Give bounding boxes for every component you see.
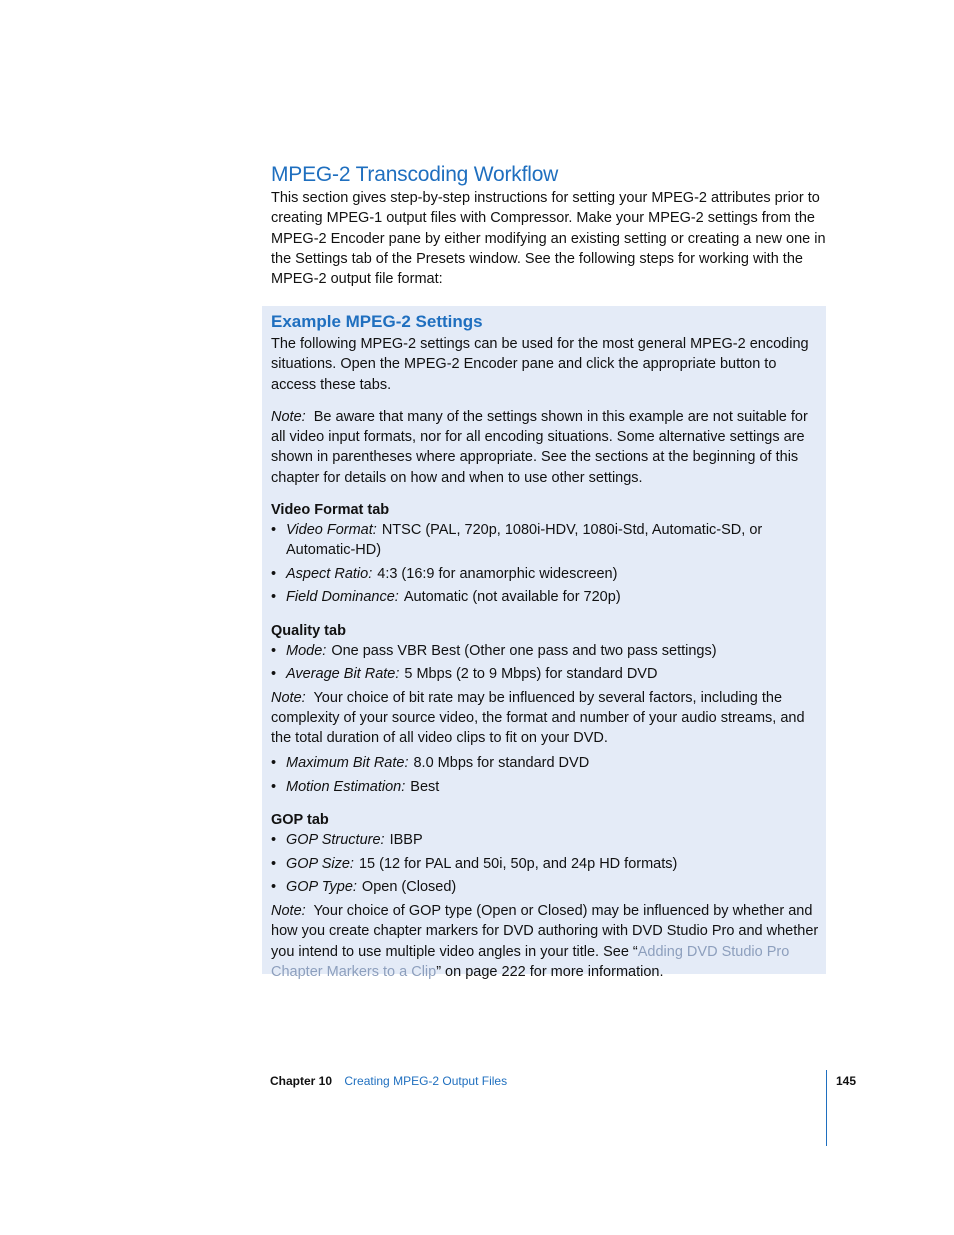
setting-value: 5 Mbps (2 to 9 Mbps) for standard DVD: [404, 666, 658, 683]
bullet-icon: •: [271, 778, 277, 795]
setting-value: 15 (12 for PAL and 50i, 50p, and 24p HD formats): [358, 855, 678, 872]
bullet-icon: •: [271, 642, 277, 659]
cross-reference-link[interactable]: Adding DVD Studio Pro Chapter Markers to a Clip: [271, 943, 790, 980]
setting-value: NTSC (PAL, 720p, 1080i-HDV, 1080i-Std, Automatic-SD, or Automatic-HD): [286, 522, 763, 559]
bullet-icon: •: [271, 589, 277, 606]
note-paragraph-2: [271, 688, 819, 749]
page-number: 145: [836, 1074, 857, 1088]
intro-paragraph: This section gives step-by-step instructions for setting your MPEG-2 attributes prior to creating MPEG-1 output files with Compressor. Make your MPEG-2 settings from the MPEG-2 Encoder pane by either modifying an existing setting or creating a new one in the Settings tab of the Presets window. See the following steps for working with the MPEG-2 output file format:: [271, 190, 826, 288]
setting-label: Video Format:: [286, 522, 377, 539]
setting-value: Best: [410, 778, 440, 795]
setting-value: Open (Closed): [361, 879, 457, 896]
setting-value: IBBP: [389, 832, 423, 849]
example-settings-content: [271, 310, 819, 982]
setting-value: 4:3 (16:9 for anamorphic widescreen): [377, 565, 618, 582]
example-intro-paragraph: The following MPEG-2 settings can be used for the most general MPEG-2 encoding situations. Open the MPEG-2 Encoder pane and click the appropriate button to access these tabs.: [271, 336, 809, 393]
bullet-icon: •: [271, 565, 277, 582]
setting-label: Maximum Bit Rate:: [286, 755, 409, 772]
gop-tab-heading: GOP tab: [271, 812, 329, 829]
setting-label: Field Dominance:: [286, 589, 399, 606]
list-item: [271, 830, 819, 850]
list-item: [271, 854, 819, 874]
setting-label: GOP Type:: [286, 879, 357, 896]
setting-label: Motion Estimation:: [286, 778, 406, 795]
note-text: Be aware that many of the settings shown in this example are not suitable for all video input formats, nor for all encoding situations. Some alternative settings are shown in parentheses where appropriate. See the sections at the beginning of this chapter for details on how and when to use other settings.: [271, 408, 808, 486]
note-text: Your choice of bit rate may be influenced by several factors, including the complexity of your source video, the format and number of your audio streams, and the total duration of all video clips to fit on your DVD.: [271, 689, 805, 747]
setting-label: GOP Size:: [286, 855, 354, 872]
gop-list: [271, 830, 819, 897]
setting-value: Automatic (not available for 720p): [403, 589, 621, 606]
page-number-rule: [826, 1070, 827, 1146]
video-format-tab-heading: Video Format tab: [271, 502, 390, 519]
quality-list-2: [271, 753, 819, 797]
list-item: [271, 777, 819, 797]
note-text-end: ” on page 222 for more information.: [436, 963, 664, 980]
note-text: Your choice of GOP type (Open or Closed) may be influenced by whether and how you create chapter markers for DVD authoring with DVD Studio Pro and whether you intend to use multiple video angles in your title. See “: [271, 902, 819, 960]
bullet-icon: •: [271, 755, 277, 772]
note-label: Note:: [271, 408, 306, 425]
quality-tab-heading: Quality tab: [271, 622, 346, 639]
video-format-list: [271, 520, 819, 607]
note-paragraph-3: [271, 901, 819, 982]
example-settings-heading: Example MPEG-2 Settings: [271, 312, 483, 331]
quality-list: [271, 641, 819, 685]
setting-value: 8.0 Mbps for standard DVD: [413, 755, 590, 772]
page-footer: [270, 1073, 507, 1089]
setting-value: One pass VBR Best (Other one pass and two pass settings): [331, 642, 717, 659]
list-item: [271, 753, 819, 773]
note-label: Note:: [271, 689, 306, 706]
setting-label: Average Bit Rate:: [286, 666, 400, 683]
list-item: [271, 564, 819, 584]
setting-label: Aspect Ratio:: [286, 565, 373, 582]
bullet-icon: •: [271, 522, 277, 539]
list-item: [271, 664, 819, 684]
bullet-icon: •: [271, 879, 277, 896]
list-item: [271, 877, 819, 897]
list-item: [271, 587, 819, 607]
page-title: MPEG-2 Transcoding Workflow: [271, 163, 559, 186]
note-label: Note:: [271, 902, 306, 919]
setting-label: GOP Structure:: [286, 832, 385, 849]
chapter-title-link[interactable]: Creating MPEG-2 Output Files: [344, 1074, 508, 1088]
bullet-icon: •: [271, 832, 277, 849]
bullet-icon: •: [271, 855, 277, 872]
setting-label: Mode:: [286, 642, 327, 659]
note-paragraph-1: [271, 407, 819, 488]
chapter-number: Chapter 10: [270, 1074, 333, 1088]
bullet-icon: •: [271, 666, 277, 683]
list-item: [271, 641, 819, 661]
list-item: [271, 520, 819, 560]
